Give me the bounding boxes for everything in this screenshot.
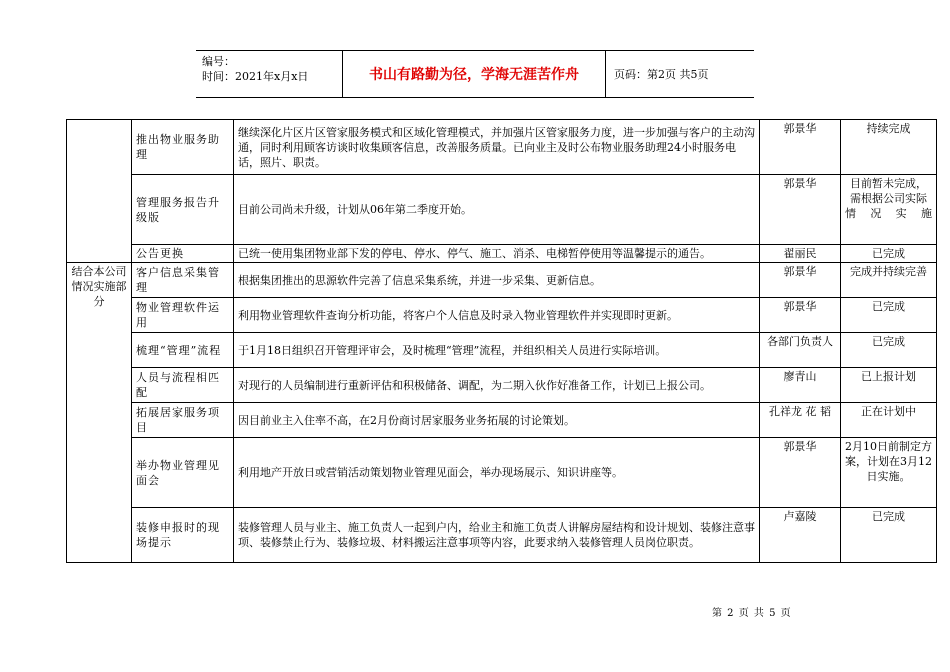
item-cell: 人员与流程相匹配 — [132, 368, 234, 403]
person-cell: 各部门负责人 — [760, 333, 841, 368]
content-cell: 目前公司尚未升级，计划从06年第二季度开始。 — [234, 175, 760, 245]
content-cell: 已统一使用集团物业部下发的停电、停水、停气、施工、消杀、电梯暂停使用等温馨提示的通告。 — [234, 245, 760, 263]
status-cell: 已完成 — [841, 298, 937, 333]
person-cell: 郭景华 — [760, 263, 841, 298]
content-cell: 根据集团推出的思源软件完善了信息采集系统，并进一步采集、更新信息。 — [234, 263, 760, 298]
table-row — [67, 403, 937, 438]
status-cell: 已完成 — [841, 245, 937, 263]
table-row — [67, 245, 937, 263]
table-row — [67, 368, 937, 403]
table-row — [67, 175, 937, 245]
content-cell: 继续深化片区片区管家服务模式和区域化管理模式，并加强片区管家服务力度，进一步加强与客户的主动沟通，同时利用顾客访谈时收集顾客信息，改善服务质量。已向业主及时公布物业服务助理24小时服务电话，照片、职责。 — [234, 120, 760, 175]
person-cell: 孔祥龙 花 韬 — [760, 403, 841, 438]
category-cell — [67, 120, 132, 263]
person-cell: 郭景华 — [760, 438, 841, 508]
content-cell: 于1月18日组织召开管理评审会，及时梳理“管理”流程，并组织相关人员进行实际培训。 — [234, 333, 760, 368]
item-cell: 客户信息采集管理 — [132, 263, 234, 298]
item-cell: 梳理“管理”流程 — [132, 333, 234, 368]
person-cell: 廖青山 — [760, 368, 841, 403]
content-cell: 对现行的人员编制进行重新评估和积极储备、调配，为二期入伙作好准备工作，计划已上报公司。 — [234, 368, 760, 403]
table-row — [67, 298, 937, 333]
table-row — [67, 508, 937, 563]
status-cell: 目前暂未完成，需根据公司实际情况实施 — [841, 175, 937, 245]
document-number-label: 编号： — [202, 55, 235, 68]
table-row — [67, 120, 937, 175]
status-cell: 已完成 — [841, 508, 937, 563]
status-cell: 正在计划中 — [841, 403, 937, 438]
status-cell: 2月10日前制定方案，计划在3月12日实施。 — [841, 438, 937, 508]
person-cell: 郭景华 — [760, 175, 841, 245]
page-header — [196, 50, 754, 98]
status-cell: 已完成 — [841, 333, 937, 368]
content-cell: 利用物业管理软件查询分析功能，将客户个人信息及时录入物业管理软件并实现即时更新。 — [234, 298, 760, 333]
header-motto: 书山有路勤为径，学海无涯苦作舟 — [343, 51, 606, 97]
document-date-label: 时间：2021年x月x日 — [202, 70, 309, 83]
table-row — [67, 263, 937, 298]
header-page-info: 页码：第2页 共5页 — [614, 68, 709, 81]
content-cell: 因目前业主入住率不高，在2月份商讨居家服务业务拓展的讨论策划。 — [234, 403, 760, 438]
table-row — [67, 438, 937, 508]
table-row — [67, 333, 937, 368]
person-cell: 郭景华 — [760, 298, 841, 333]
category-cell: 结合本公司情况实施部分 — [67, 263, 132, 563]
header-meta — [196, 51, 343, 97]
item-cell: 物业管理软件运用 — [132, 298, 234, 333]
item-cell: 推出物业服务助理 — [132, 120, 234, 175]
item-cell: 公告更换 — [132, 245, 234, 263]
person-cell: 翟丽民 — [760, 245, 841, 263]
item-cell: 拓展居家服务项目 — [132, 403, 234, 438]
item-cell: 管理服务报告升级版 — [132, 175, 234, 245]
item-cell: 装修申报时的现场提示 — [132, 508, 234, 563]
content-cell: 利用地产开放日或营销活动策划物业管理见面会，举办现场展示、知识讲座等。 — [234, 438, 760, 508]
page-footer: 第 2 页 共 5 页 — [712, 608, 792, 619]
person-cell: 郭景华 — [760, 120, 841, 175]
item-cell: 举办物业管理见面会 — [132, 438, 234, 508]
person-cell: 卢嘉陵 — [760, 508, 841, 563]
status-cell: 已上报计划 — [841, 368, 937, 403]
status-cell: 完成并持续完善 — [841, 263, 937, 298]
status-cell: 持续完成 — [841, 120, 937, 175]
content-cell: 装修管理人员与业主、施工负责人一起到户内，给业主和施工负责人讲解房屋结构和设计规划、装修注意事项、装修禁止行为、装修垃圾、材料搬运注意事项等内容，此要求纳入装修管理人员岗位职责。 — [234, 508, 760, 563]
work-plan-table — [66, 119, 937, 563]
